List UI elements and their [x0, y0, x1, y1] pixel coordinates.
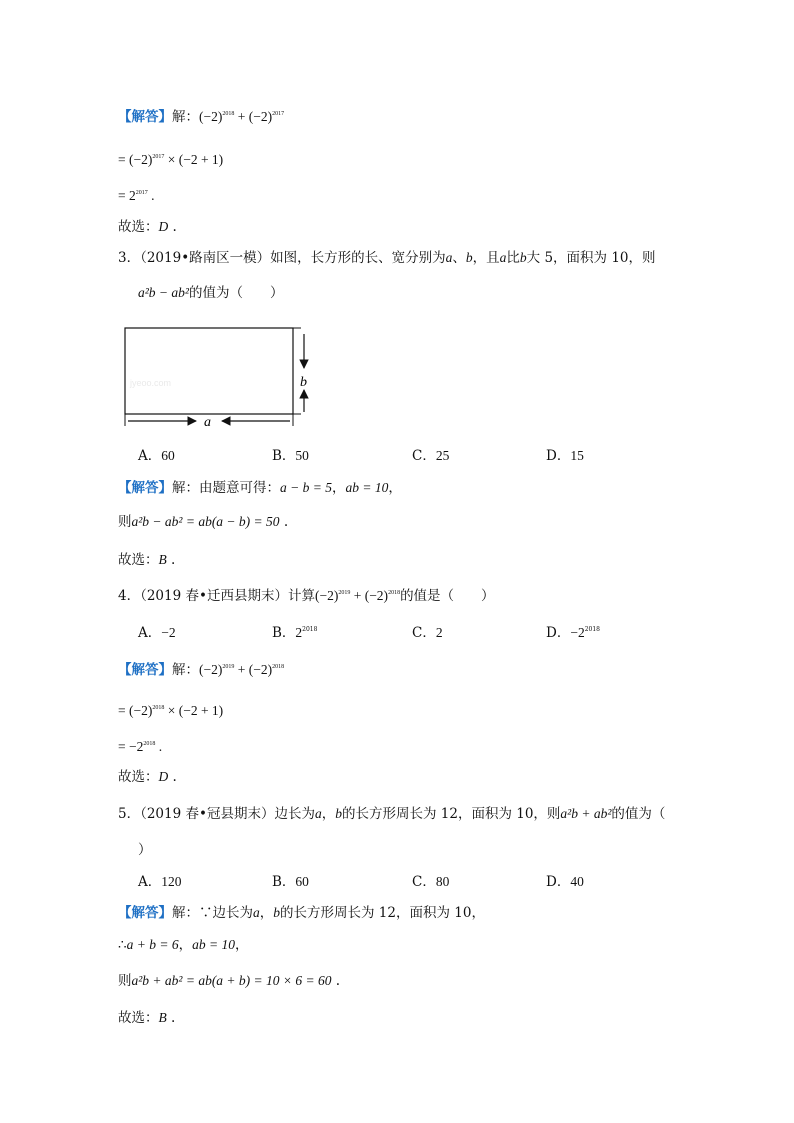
because-symbol: ∵: [199, 905, 213, 921]
answer-tag: 【解答】: [118, 109, 172, 125]
q3-option-b: B．50: [272, 448, 309, 464]
q3-stem-line2: a²b − ab²的值为（ ）: [138, 285, 284, 301]
q4-answer: 故选：D .: [118, 769, 177, 785]
q2-answer: 故选：D .: [118, 219, 177, 235]
q5-solution-line1: 【解答】解：∵边长为a，b的长方形周长为 12，面积为 10，: [118, 905, 485, 921]
q4-option-c: C．2: [412, 625, 443, 641]
q2-expr: $(-2)^{2018} + (-2)^{2017}$: [199, 109, 285, 124]
label-a: a: [204, 415, 211, 430]
q4-option-a: A．−2: [138, 625, 176, 641]
q4-solution-line1: 【解答】解：$(-2)^{2019} + (-2)^{2018}$: [118, 662, 285, 678]
solution-label: 解：: [172, 109, 199, 125]
q5-stem-line2: ）: [138, 842, 152, 858]
therefore-symbol: ∴: [118, 937, 127, 953]
q2-solution-line2: = $(-2)^{2017} \times (-2 + 1)$: [118, 152, 224, 167]
q5-solution-line2: ∴a + b = 6，ab = 10，: [118, 937, 249, 953]
q4-option-d: D．$-2^{2018}$: [546, 625, 600, 641]
q4-solution-line3: = $-2^{2018}$ .: [118, 739, 163, 754]
q3-option-d: D．15: [546, 448, 584, 464]
q5-option-c: C．80: [412, 874, 450, 890]
q3-solution-line1: 【解答】解：由题意可得：a − b = 5，ab = 10，: [118, 480, 402, 496]
watermark: jyeoo.com: [130, 378, 172, 388]
q3-solution-line2: 则a²b − ab² = ab(a − b) = 50 .: [118, 514, 289, 530]
q4-stem: 4．（2019 春•迁西县期末）计算$(-2)^{2019} + (-2)^{2018}$的值是（ ）: [118, 588, 495, 604]
rectangle-figure: [118, 324, 328, 434]
q2-solution-line3: = $2^{2017}$ .: [118, 188, 155, 203]
q3-option-a: A．60: [138, 448, 175, 464]
q3-answer: 故选：B .: [118, 552, 176, 568]
question-number: 3．: [118, 250, 141, 266]
q5-stem-line1: 5．（2019 春•冠县期末）边长为a，b的长方形周长为 12，面积为 10，则a²b + ab²的值为（: [118, 806, 666, 822]
q3-stem-line1: 3．（2019•路南区一模）如图，长方形的长、宽分别为a、b，且a比b大 5，面积为 10，则: [118, 250, 656, 266]
rectangle-shape: [125, 328, 293, 414]
q4-option-b: B．$2^{2018}$: [272, 625, 318, 641]
q2-solution-line1: [118, 107, 284, 127]
label-b: b: [300, 375, 307, 390]
q4-solution-line2: = $(-2)^{2018} \times (-2 + 1)$: [118, 703, 224, 718]
q3-option-c: C．25: [412, 448, 450, 464]
q5-option-a: A．120: [138, 874, 182, 890]
question-source: （2019•路南区一模）: [140, 250, 271, 266]
q5-option-d: D．40: [546, 874, 584, 890]
q5-answer: 故选：B .: [118, 1010, 176, 1026]
q5-option-b: B．60: [272, 874, 309, 890]
q5-solution-line3: 则a²b + ab² = ab(a + b) = 10 × 6 = 60 .: [118, 973, 341, 989]
